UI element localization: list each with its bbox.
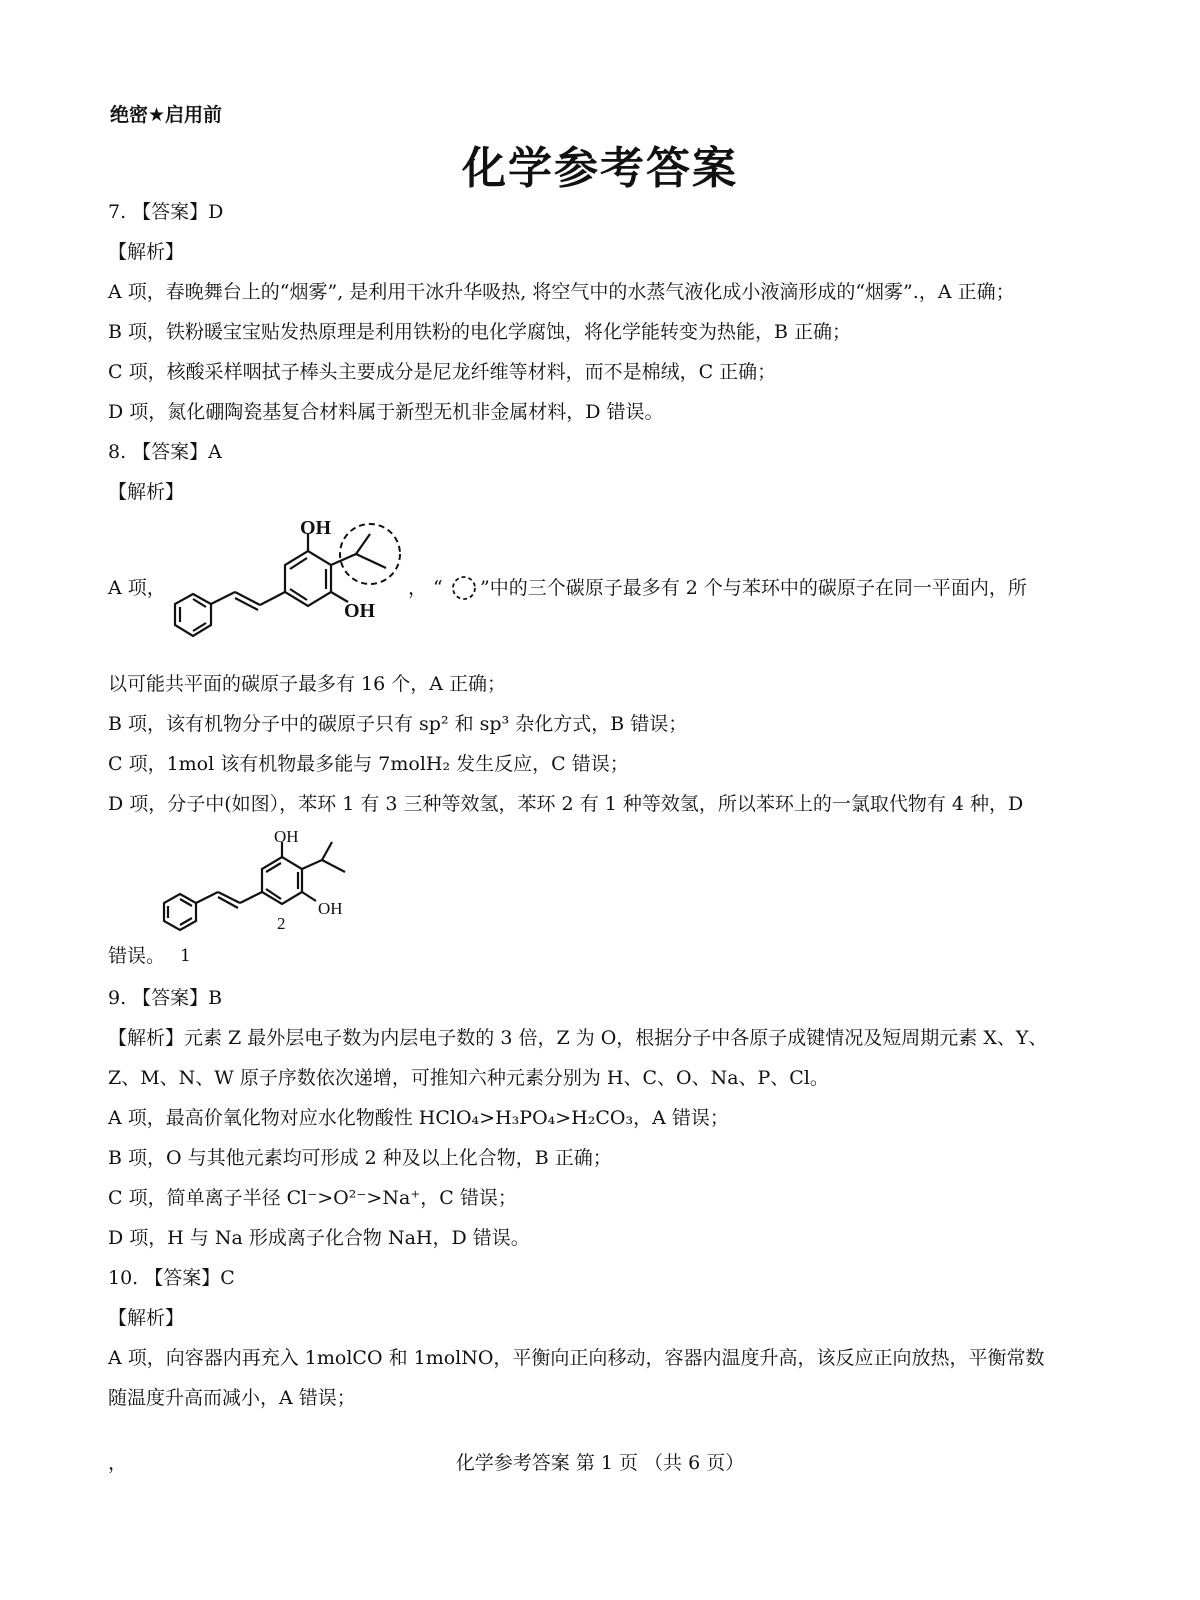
q8-option-a-comma: ， xyxy=(408,577,428,599)
q9-analysis-line-1: 【解析】元素 Z 最外层电子数为内层电子数的 3 倍，Z 为 O，根据分子中各原子成键情况及短周期元素 X、Y、 xyxy=(108,1027,1048,1049)
q7-answer: 7. 【答案】D xyxy=(108,201,224,223)
q8-option-c: C 项，1mol 该有机物最多能与 7molH₂ 发生反应，C 错误； xyxy=(108,753,629,775)
dashed-circle-icon xyxy=(450,573,478,603)
q8-analysis-label: 【解析】 xyxy=(108,481,185,503)
q10-analysis-label: 【解析】 xyxy=(108,1307,185,1329)
ring-1-label: 1 xyxy=(180,946,191,966)
q9-option-b: B 项，O 与其他元素均可形成 2 种及以上化合物，B 正确； xyxy=(108,1147,612,1169)
q9-analysis-line-2: Z、M、N、W 原子序数依次递增，可推知六种元素分别为 H、C、O、Na、P、Cl。 xyxy=(108,1067,829,1089)
molecule-structure-1 xyxy=(160,510,410,655)
ring-2-label: 2 xyxy=(277,914,286,933)
q9-answer: 9. 【答案】B xyxy=(108,987,223,1009)
q8-option-b: B 项，该有机物分子中的碳原子只有 sp² 和 sp³ 杂化方式，B 错误； xyxy=(108,713,688,735)
q7-option-a: A 项，春晚舞台上的“烟雾”, 是利用干冰升华吸热, 将空气中的水蒸气液化成小液滴形成的“烟雾”.，A 正确； xyxy=(108,281,1015,303)
q8-option-a-text: ”中的三个碳原子最多有 2 个与苯环中的碳原子在同一平面内，所 xyxy=(480,577,1027,599)
q10-answer: 10. 【答案】C xyxy=(108,1267,235,1289)
q9-option-c: C 项，简单离子半径 Cl⁻>O²⁻>Na⁺，C 错误； xyxy=(108,1187,517,1209)
q9-option-a: A 项，最高价氧化物对应水化物酸性 HClO₄>H₃PO₄>H₂CO₃，A 错误； xyxy=(108,1107,729,1129)
q9-option-d: D 项，H 与 Na 形成离子化合物 NaH，D 错误。 xyxy=(108,1227,530,1249)
footer-page-number: 化学参考答案 第 1 页 （共 6 页） xyxy=(455,1452,745,1474)
footer-mark: ， xyxy=(108,1452,128,1474)
confidential-label: 绝密★启用前 xyxy=(110,104,223,126)
q8-option-d-end: 错误。 xyxy=(108,945,166,967)
q8-option-a-prefix: A 项， xyxy=(108,577,166,599)
q8-answer: 8. 【答案】A xyxy=(108,441,222,463)
q7-analysis-label: 【解析】 xyxy=(108,241,185,263)
mol1-oh-top: OH xyxy=(300,517,332,539)
q7-option-b: B 项，铁粉暖宝宝贴发热原理是利用铁粉的电化学腐蚀，将化学能转变为热能，B 正确； xyxy=(108,321,852,343)
page-title: 化学参考答案 xyxy=(462,143,738,194)
mol1-oh-bottom: OH xyxy=(344,600,376,622)
q7-option-d: D 项，氮化硼陶瓷基复合材料属于新型无机非金属材料，D 错误。 xyxy=(108,401,664,423)
mol2-oh-bottom: OH xyxy=(318,899,343,918)
q10-option-a-continued: 随温度升高而减小，A 错误； xyxy=(108,1387,356,1409)
q8-option-d: D 项，分子中(如图），苯环 1 有 3 三种等效氢，苯环 2 有 1 种等效氢，所以苯环上的一氯取代物有 4 种，D xyxy=(108,793,1024,815)
q8-option-a-open-quote: “ xyxy=(433,577,443,599)
q8-option-a-continued: 以可能共平面的碳原子最多有 16 个，A 正确； xyxy=(108,673,507,695)
q10-option-a: A 项，向容器内再充入 1molCO 和 1molNO，平衡向正向移动，容器内温度升高，该反应正向放热，平衡常数 xyxy=(108,1347,1045,1369)
mol2-oh-top: OH xyxy=(274,827,299,846)
q7-option-c: C 项，核酸采样咽拭子棒头主要成分是尼龙纤维等材料，而不是棉绒，C 正确； xyxy=(108,361,777,383)
